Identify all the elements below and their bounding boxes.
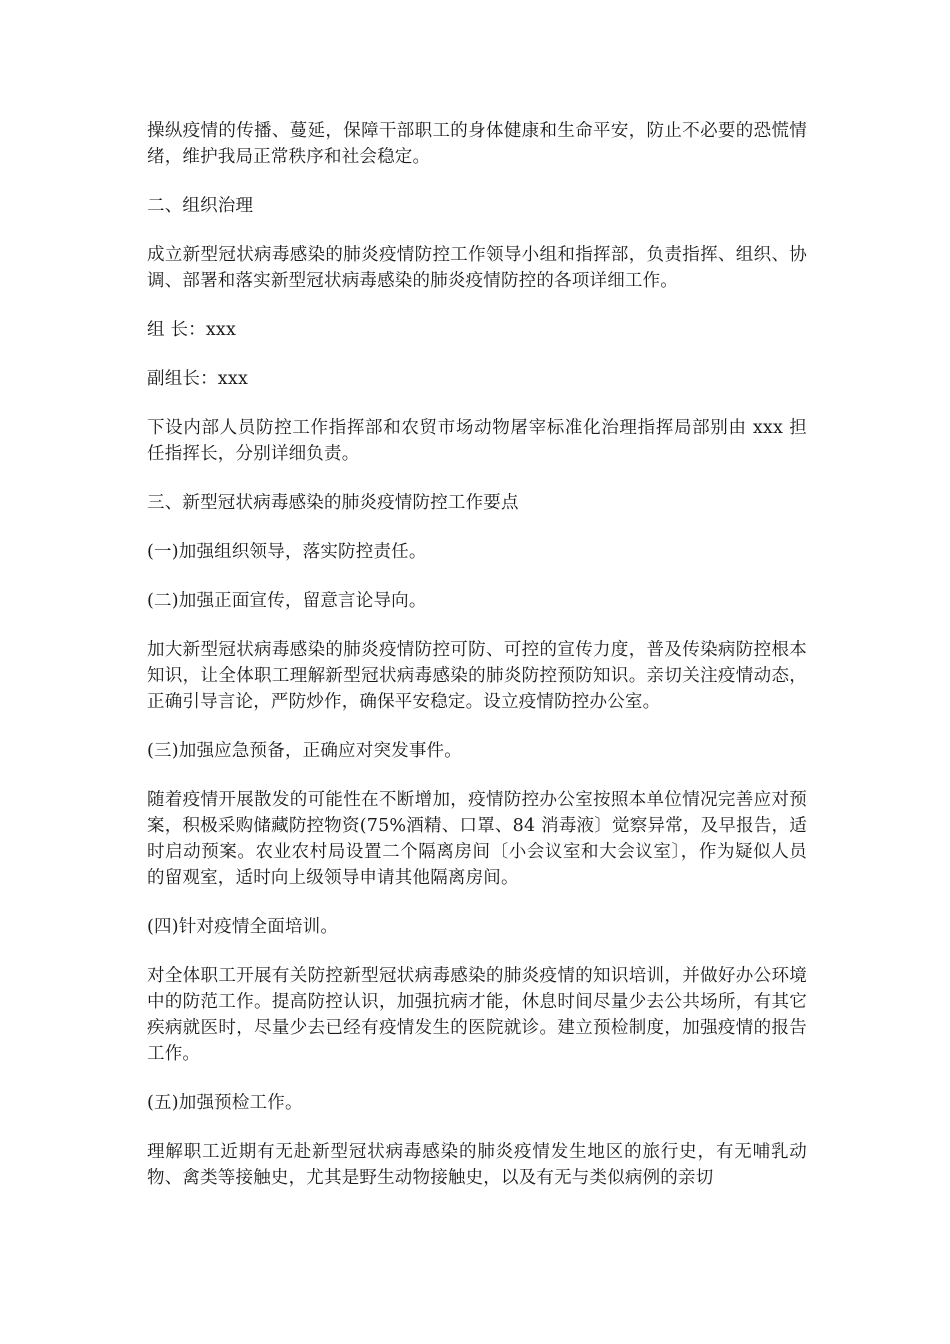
- document-page: [147, 118, 807, 1214]
- paragraph-precheck: 理解职工近期有无赴新型冠状病毒感染的肺炎疫情发生地区的旅行史，有无哺乳动物、禽类等接触史，尤其是野生动物接触史，以及有无与类似病例的亲切: [147, 1142, 807, 1188]
- subheading-two: (二)加强正面宣传，留意言论导向。: [147, 591, 427, 611]
- subheading-three: (三)加强应急预备，正确应对突发事件。: [147, 741, 462, 761]
- group-leader-line: 组 长：xxx: [147, 320, 237, 340]
- subheading-four: (四)针对疫情全面培训。: [147, 917, 339, 937]
- deputy-leader-line: 副组长：xxx: [147, 369, 249, 389]
- heading-key-points: 三、新型冠状病毒感染的肺炎疫情防控工作要点: [147, 493, 519, 513]
- paragraph-command-structure: 下设内部人员防控工作指挥部和农贸市场动物屠宰标准化治理指挥局部别由 xxx 担任指挥长，分别详细负责。: [147, 418, 807, 464]
- subheading-one: (一)加强组织领导，落实防控责任。: [147, 542, 427, 562]
- paragraph-emergency: 随着疫情开展散发的可能性在不断增加，疫情防控办公室按照本单位情况完善应对预案，积极采购储藏防控物资(75%酒精、口罩、84 消毒液〕觉察异常，及早报告，适时启动预案。农业农村局设置二个隔离房间〔小会议室和大会议室〕，作为疑似人员的留观室，适时向上级领导申请其他隔离房间。: [147, 790, 807, 888]
- paragraph-leadership-group: 成立新型冠状病毒感染的肺炎疫情防控工作领导小组和指挥部，负责指挥、组织、协调、部署和落实新型冠状病毒感染的肺炎疫情防控的各项详细工作。: [147, 245, 807, 291]
- heading-organization: 二、组织治理: [147, 196, 254, 216]
- subheading-five: (五)加强预检工作。: [147, 1093, 303, 1113]
- paragraph-training: 对全体职工开展有关防控新型冠状病毒感染的肺炎疫情的知识培训，并做好办公环境中的防范工作。提高防控认识，加强抗病才能，休息时间尽量少去公共场所，有其它疾病就医时，尽量少去已经有疫情发生的医院就诊。建立预检制度，加强疫情的报告工作。: [147, 966, 807, 1064]
- paragraph-intro-continued: 操纵疫情的传播、蔓延，保障干部职工的身体健康和生命平安，防止不必要的恐慌情绪，维护我局正常秩序和社会稳定。: [147, 121, 807, 167]
- paragraph-publicity: 加大新型冠状病毒感染的肺炎疫情防控可防、可控的宣传力度，普及传染病防控根本知识，让全体职工理解新型冠状病毒感染的肺炎防控预防知识。亲切关注疫情动态，正确引导言论，严防炒作，确保平安稳定。设立疫情防控办公室。: [147, 640, 807, 712]
